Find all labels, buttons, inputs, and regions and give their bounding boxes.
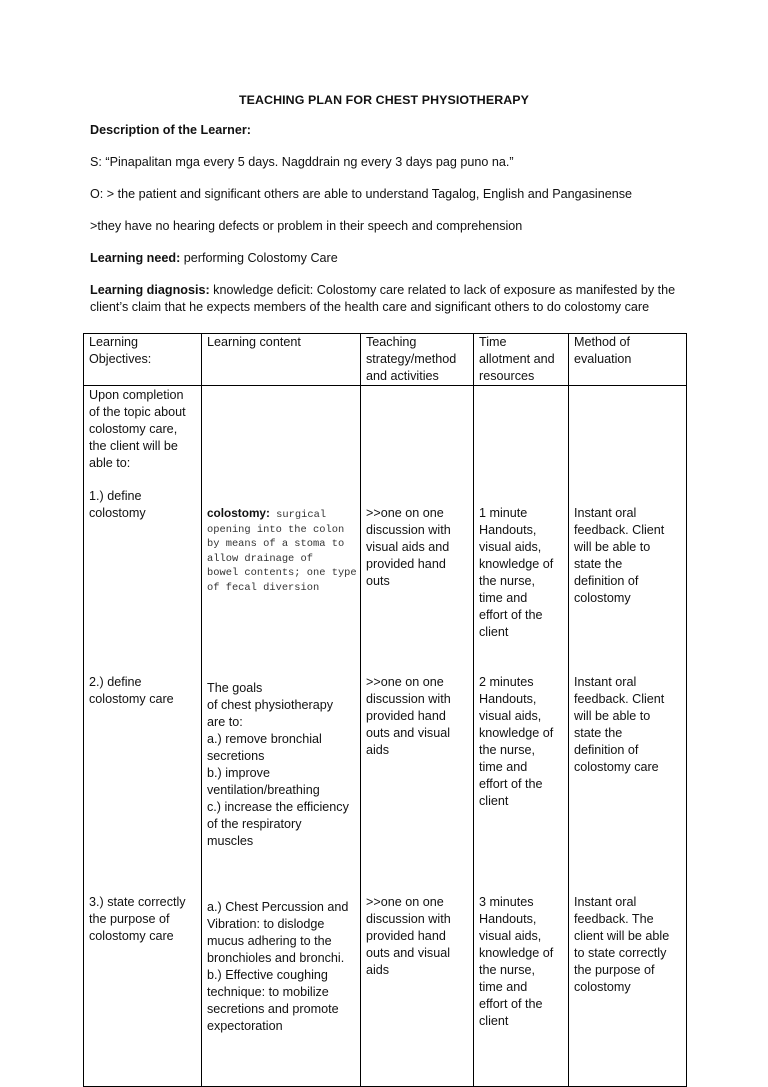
- text-line: >>one on one: [366, 895, 444, 909]
- text-line: of the respiratory: [207, 817, 302, 831]
- content-3: [207, 899, 357, 1035]
- table-row: [84, 386, 687, 1087]
- text-line: knowledge of: [479, 726, 554, 740]
- text-line: Handouts,: [479, 523, 537, 537]
- definition-line: surgical: [269, 509, 327, 521]
- objective-2: [89, 674, 199, 708]
- text-line: >>one on one: [366, 675, 444, 689]
- header-teaching-strategy: [361, 334, 474, 386]
- table-header-row: [84, 334, 687, 386]
- objective-data-1: O: > the patient and significant others are able to understand Tagalog, English and Pangasinense: [90, 187, 633, 201]
- content-1: [207, 505, 357, 595]
- strategy-1: [366, 505, 470, 590]
- time-2: [479, 674, 567, 810]
- text-line: feedback. The: [574, 912, 654, 926]
- text-line: knowledge of: [479, 946, 554, 960]
- document-title: TEACHING PLAN FOR CHEST PHYSIOTHERAPY: [238, 93, 530, 107]
- text-line: colostomy: [574, 980, 631, 994]
- subjective-data: S: “Pinapalitan mga every 5 days. Nagddrain ng every 3 days pag puno na.”: [90, 155, 514, 169]
- text-line: mucus adhering to the: [207, 934, 332, 948]
- text-line: definition of: [574, 574, 639, 588]
- text-line: effort of the: [479, 608, 543, 622]
- text-line: state the: [574, 726, 623, 740]
- text-line: discussion with: [366, 912, 451, 926]
- text-line: and activities: [366, 369, 439, 383]
- text-line: evaluation: [574, 352, 632, 366]
- text-line: Handouts,: [479, 912, 537, 926]
- text-line: Vibration: to dislodge: [207, 917, 325, 931]
- text-line: discussion with: [366, 523, 451, 537]
- text-line: >>one on one: [366, 506, 444, 520]
- text-line: a.) remove bronchial: [207, 732, 322, 746]
- evaluation-1: [574, 505, 686, 607]
- text-line: expectoration: [207, 1019, 283, 1033]
- text-line: outs and visual: [366, 946, 451, 960]
- text-line: strategy/method: [366, 352, 457, 366]
- strategy-2: [366, 674, 470, 759]
- text-line: visual aids and: [366, 540, 450, 554]
- text-line: knowledge of: [479, 557, 554, 571]
- description-heading: Description of the Learner:: [90, 123, 251, 137]
- definition-line: opening into the colon: [207, 523, 345, 536]
- text-line: c.) increase the efficiency: [207, 800, 349, 814]
- text-line: effort of the: [479, 777, 543, 791]
- learning-need: [90, 250, 690, 267]
- header-time-allotment: [474, 334, 569, 386]
- text-line: client will be able: [574, 929, 670, 943]
- text-line: colostomy: [574, 591, 631, 605]
- text-line: Time: [479, 335, 507, 349]
- text-line: allotment and: [479, 352, 555, 366]
- header-learning-content: [202, 334, 361, 386]
- text-line: Learning: [89, 335, 139, 349]
- text-line: colostomy care,: [89, 422, 178, 436]
- text-line: colostomy care: [89, 692, 174, 706]
- content-cell: [202, 386, 361, 1087]
- text-line: Teaching: [366, 335, 417, 349]
- text-line: 1 minute: [479, 506, 528, 520]
- text-line: client: [479, 1014, 509, 1028]
- text-line: Instant oral: [574, 675, 637, 689]
- objectives-intro: [89, 387, 199, 472]
- text-line: a.) Chest Percussion and: [207, 900, 349, 914]
- text-line: aids: [366, 743, 390, 757]
- learning-need-value: performing Colostomy Care: [180, 251, 338, 265]
- text-line: able to:: [89, 456, 131, 470]
- objectives-cell: [84, 386, 202, 1087]
- content-1-term: colostomy:: [207, 506, 270, 520]
- header-learning-objectives: [84, 334, 202, 386]
- objective-3: [89, 894, 199, 945]
- text-line: Instant oral: [574, 506, 637, 520]
- evaluation-3: [574, 894, 686, 996]
- text-line: 3.) state correctly: [89, 895, 186, 909]
- text-line: the nurse,: [479, 963, 536, 977]
- text-line: will be able to: [574, 540, 651, 554]
- text-line: colostomy: [89, 506, 146, 520]
- text-line: outs and visual: [366, 726, 451, 740]
- text-line: b.) Effective coughing: [207, 968, 328, 982]
- text-line: the nurse,: [479, 743, 536, 757]
- text-line: will be able to: [574, 709, 651, 723]
- content-1-definition: [207, 509, 357, 595]
- text-line: b.) improve: [207, 766, 270, 780]
- text-line: the nurse,: [479, 574, 536, 588]
- learning-diagnosis: [90, 282, 710, 299]
- text-line: the purpose of: [89, 912, 170, 926]
- text-line: definition of: [574, 743, 639, 757]
- learning-diagnosis-label: Learning diagnosis:: [90, 283, 210, 297]
- text-line: secretions and promote: [207, 1002, 339, 1016]
- time-1: [479, 505, 567, 641]
- text-line: colostomy care: [574, 760, 659, 774]
- text-line: Upon completion: [89, 388, 184, 402]
- text-line: Handouts,: [479, 692, 537, 706]
- text-line: The goals: [207, 681, 263, 695]
- text-line: 2 minutes: [479, 675, 534, 689]
- text-line: feedback. Client: [574, 692, 665, 706]
- text-line: visual aids,: [479, 540, 542, 554]
- definition-line: bowel contents; one type: [207, 567, 357, 579]
- text-line: time and: [479, 760, 528, 774]
- text-line: provided hand: [366, 557, 446, 571]
- text-line: technique: to mobilize: [207, 985, 329, 999]
- text-line: client: [479, 625, 509, 639]
- text-line: of the topic about: [89, 405, 186, 419]
- text-line: muscles: [207, 834, 254, 848]
- definition-line: by means of a stoma to: [207, 538, 345, 550]
- text-line: discussion with: [366, 692, 451, 706]
- time-3: [479, 894, 567, 1030]
- strategy-3: [366, 894, 470, 979]
- text-line: effort of the: [479, 997, 543, 1011]
- text-line: state the: [574, 557, 623, 571]
- strategy-cell: [361, 386, 474, 1087]
- text-line: 1.) define: [89, 489, 142, 503]
- text-line: visual aids,: [479, 929, 542, 943]
- learning-diagnosis-line1: knowledge deficit: Colostomy care related to lack of exposure as manifested by the: [209, 283, 676, 297]
- text-line: visual aids,: [479, 709, 542, 723]
- text-line: Objectives:: [89, 352, 152, 366]
- time-cell: [474, 386, 569, 1087]
- text-line: aids: [366, 963, 390, 977]
- content-2: [207, 680, 357, 850]
- text-line: colostomy care: [89, 929, 174, 943]
- text-line: Instant oral: [574, 895, 637, 909]
- objective-data-2: >they have no hearing defects or problem in their speech and comprehension: [90, 219, 523, 233]
- text-line: client: [479, 794, 509, 808]
- text-line: the purpose of: [574, 963, 655, 977]
- text-line: provided hand: [366, 929, 446, 943]
- objective-1: [89, 488, 199, 522]
- definition-line: allow drainage of: [207, 552, 314, 565]
- text-line: ventilation/breathing: [207, 783, 320, 797]
- text-line: outs: [366, 574, 390, 588]
- text-line: the client will be: [89, 439, 178, 453]
- text-line: are to:: [207, 715, 243, 729]
- text-line: feedback. Client: [574, 523, 665, 537]
- text-line: secretions: [207, 749, 265, 763]
- text-line: of chest physiotherapy: [207, 698, 334, 712]
- text-line: provided hand: [366, 709, 446, 723]
- header-method-evaluation: [569, 334, 687, 386]
- text-line: time and: [479, 980, 528, 994]
- text-line: time and: [479, 591, 528, 605]
- text-line: bronchioles and bronchi.: [207, 951, 345, 965]
- text-line: to state correctly: [574, 946, 667, 960]
- evaluation-cell: [569, 386, 687, 1087]
- text-line: 3 minutes: [479, 895, 534, 909]
- teaching-plan-table: [83, 333, 687, 1087]
- learning-diagnosis-line2: client’s claim that he expects members of the health care and significant others to do colostomy care: [90, 300, 650, 314]
- text-line: Learning content: [207, 335, 301, 349]
- text-line: 2.) define: [89, 675, 142, 689]
- evaluation-2: [574, 674, 686, 776]
- learning-need-label: Learning need:: [90, 251, 181, 265]
- definition-line: of fecal diversion: [207, 581, 320, 594]
- text-line: resources: [479, 369, 535, 383]
- text-line: Method of: [574, 335, 631, 349]
